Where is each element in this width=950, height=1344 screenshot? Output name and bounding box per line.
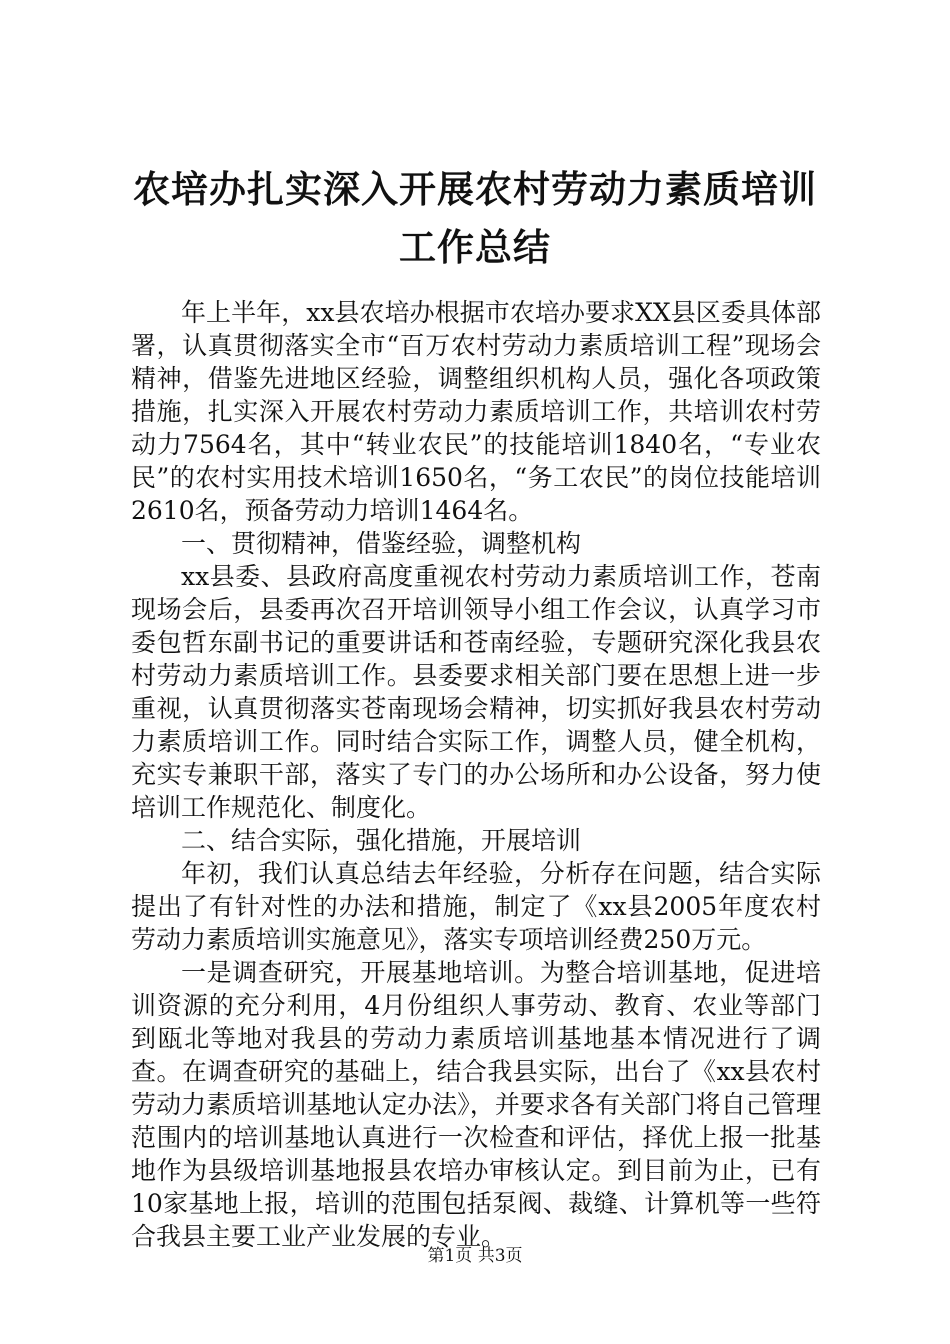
document-body — [131, 296, 821, 1253]
section-heading-1: 一、贯彻精神，借鉴经验，调整机构 — [181, 529, 582, 558]
document-title: 农培办扎实深入开展农村劳动力素质培训工作总结 — [133, 167, 817, 269]
paragraph-section-1: xx县委、县政府高度重视农村劳动力素质培训工作，苍南现场会后，县委再次召开培训领导小组工作会议，认真学习市委包哲东副书记的重要讲话和苍南经验，专题研究深化我县农村劳动力素质培训工作。县委要求相关部门要在思想上进一步重视，认真贯彻落实苍南现场会精神，切实抓好我县农村劳动力素质培训工作。同时结合实际工作，调整人员，健全机构，充实专兼职干部，落实了专门的办公场所和办公设备，努力使培训工作规范化、制度化。 — [131, 562, 821, 822]
paragraph-intro: 年上半年，xx县农培办根据市农培办要求XX县区委具体部署，认真贯彻落实全市“百万农村劳动力素质培训工程”现场会精神，借鉴先进地区经验，调整组织机构人员，强化各项政策措施，扎实深入开展农村劳动力素质培训工作，共培训农村劳动力7564名，其中“转业农民”的技能培训1840名，“专业农民”的农村实用技术培训1650名，“务工农民”的岗位技能培训2610名，预备劳动力培训1464名。 — [131, 298, 821, 525]
paragraph-section-2: 年初，我们认真总结去年经验，分析存在问题，结合实际提出了有针对性的办法和措施，制定了《xx县2005年度农村劳动力素质培训实施意见》，落实专项培训经费250万元。 — [131, 859, 821, 954]
paragraph-section-2-item-1: 一是调查研究，开展基地培训。为整合培训基地，促进培训资源的充分利用，4月份组织人事劳动、教育、农业等部门到瓯北等地对我县的劳动力素质培训基地基本情况进行了调查。在调查研究的基础上，结合我县实际，出台了《xx县农村劳动力素质培训基地认定办法》，并要求各有关部门将自己管理范围内的培训基地认真进行一次检查和评估，择优上报一批基地作为县级培训基地报县农培办审核认定。到目前为止，已有10家基地上报，培训的范围包括泵阀、裁缝、计算机等一些符合我县主要工业产业发展的专业。 — [131, 958, 821, 1251]
page-footer: 第1页 共3页 — [427, 1246, 523, 1266]
section-heading-2: 二、结合实际，强化措施，开展培训 — [181, 826, 582, 855]
